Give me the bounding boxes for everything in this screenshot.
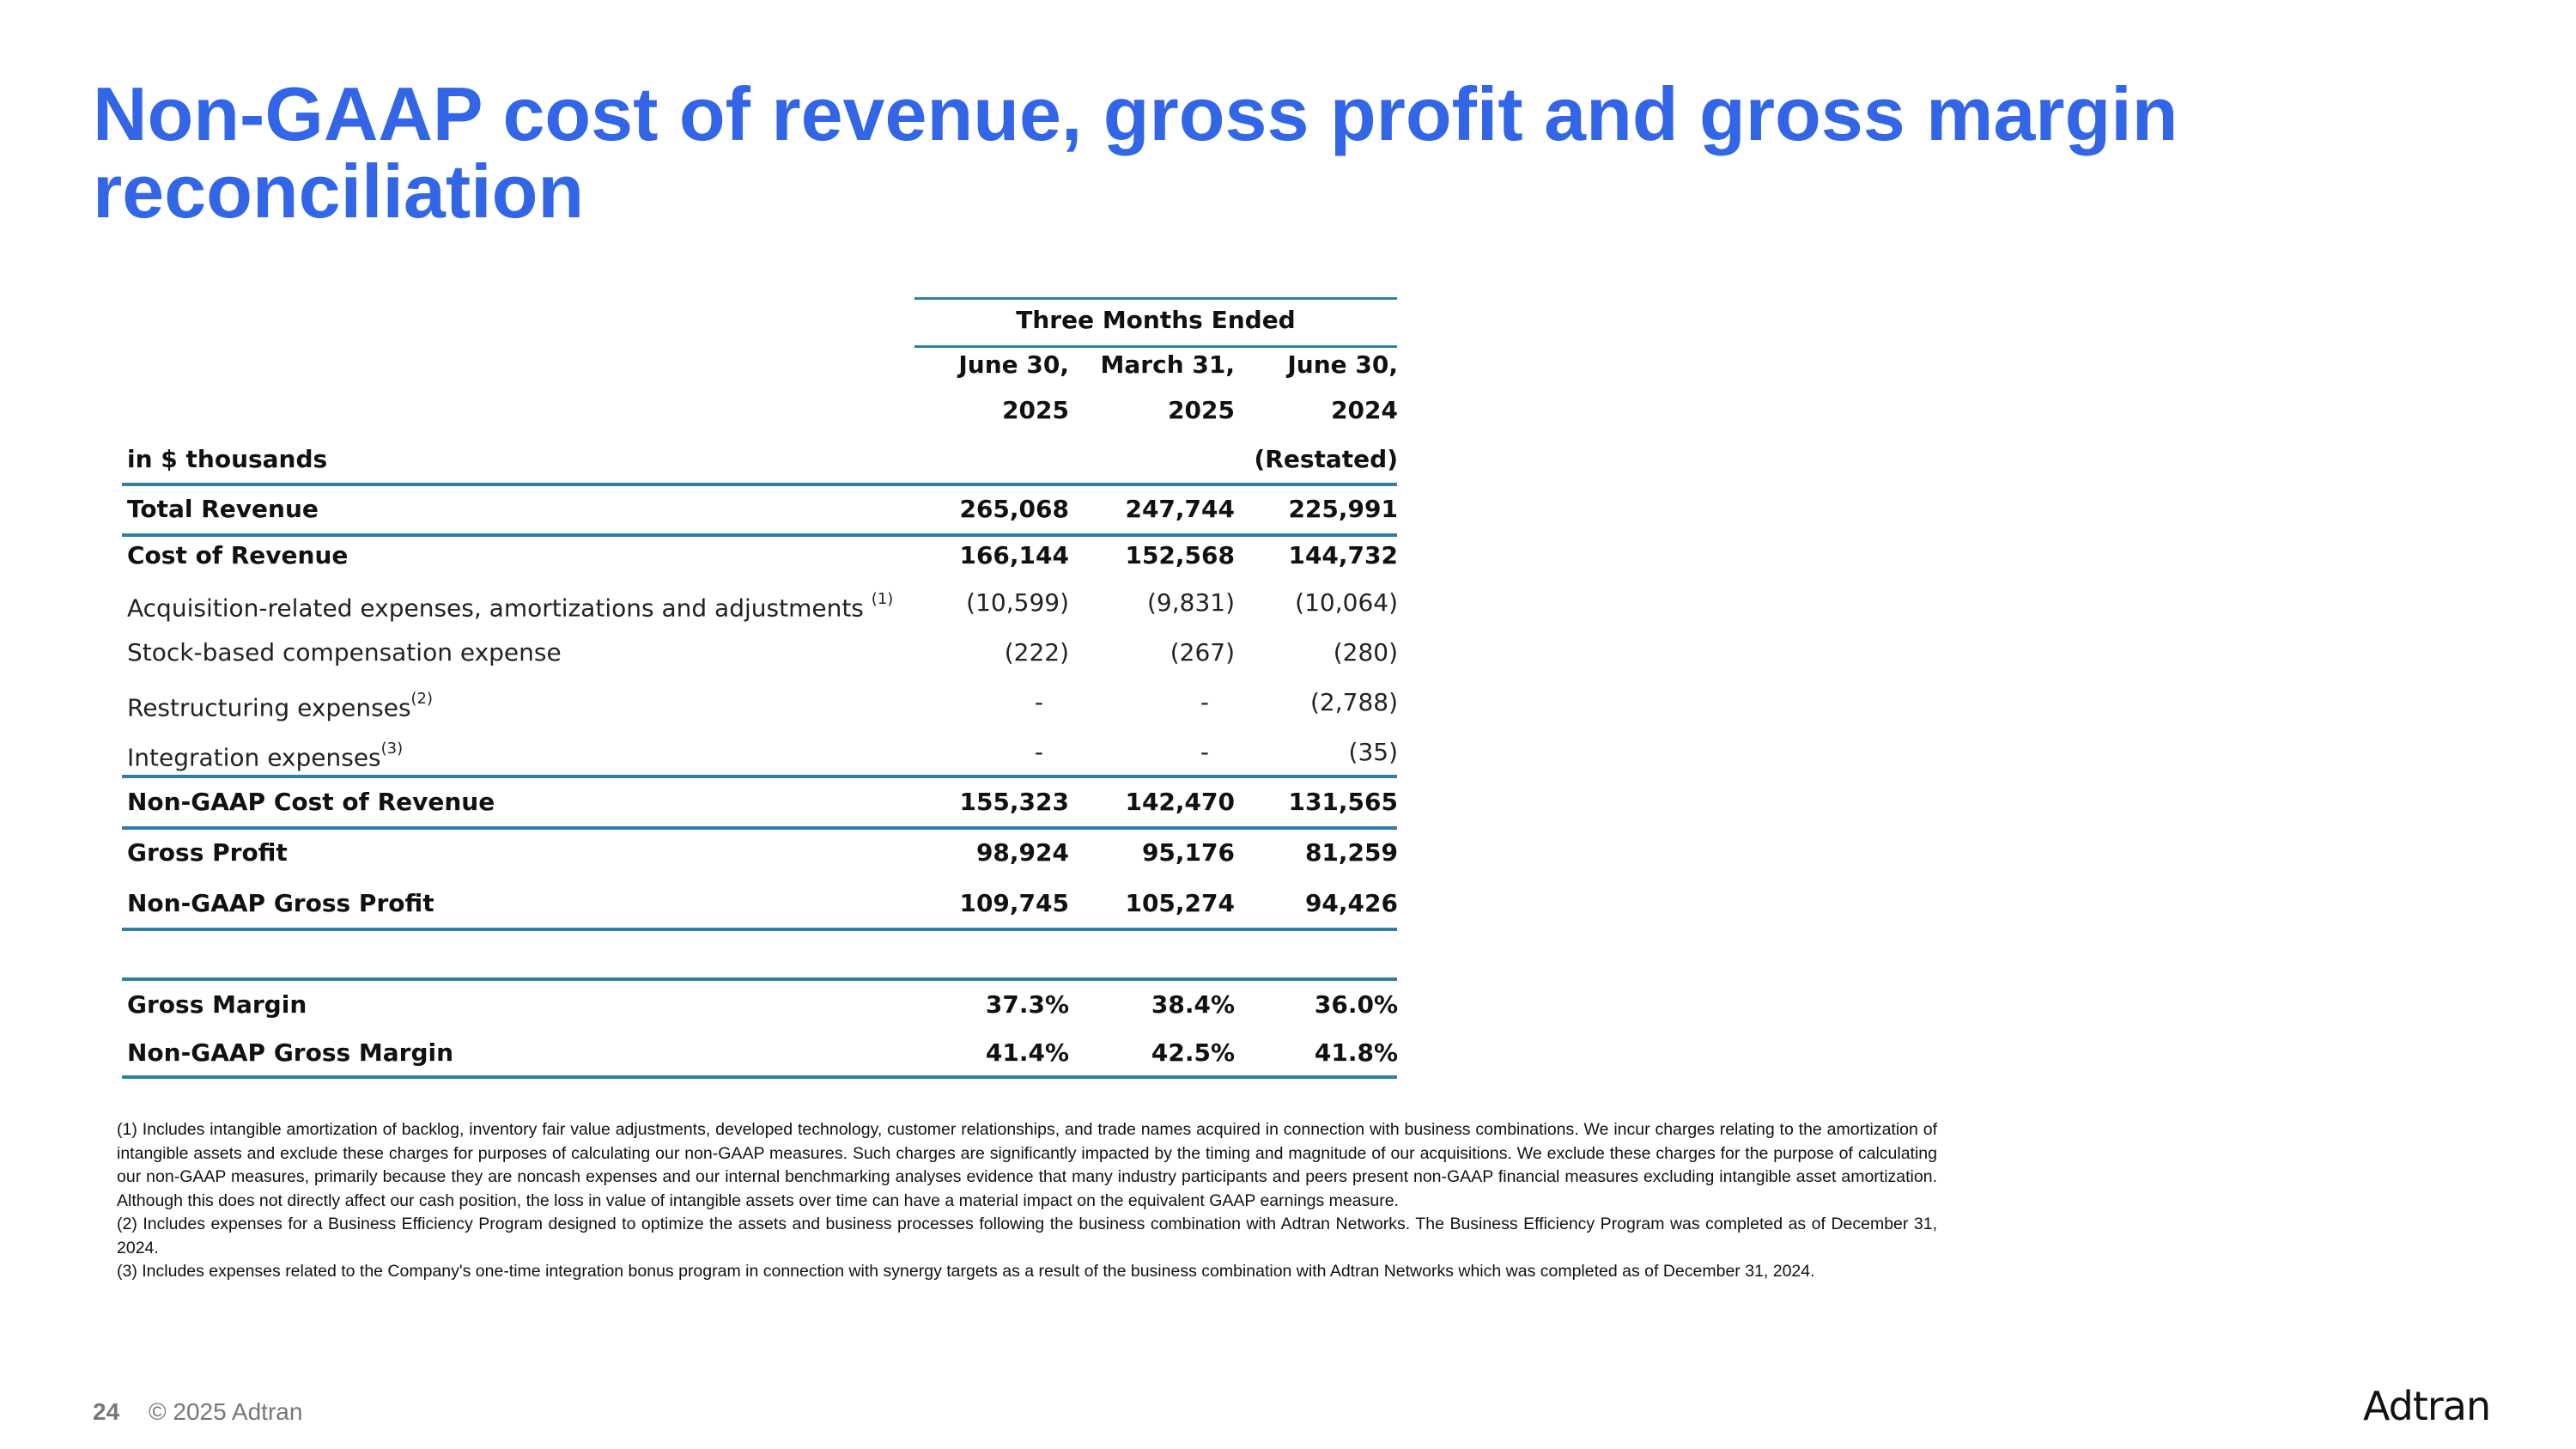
footnote-1: (1) Includes intangible amortization of backlog, inventory fair value adjustments, developed technology, customer relationships, and trade names acquired in connection with business combinations. We incur charges relating to the amortization of intangible assets and exclude these charges for purposes of calculating our non-GAAP measures. Such charges are significantly impacted by the timing and magnitude of our acquisitions. We exclude these charges for the purpose of calculating our non-GAAP measures, primarily because they are noncash expenses and our internal benchmarking analyses evidence that many industry participants and peers present non-GAAP financial measures excluding intangible asset amortization. Although this does not directly affect our cash position, the loss in value of intangible assets over time can have a material impact on the equivalent GAAP earnings measure.: [117, 1120, 1937, 1210]
footnotes: [117, 1118, 1937, 1284]
table-row: [122, 828, 1397, 878]
col1-header-line1: June 30,: [958, 350, 1069, 379]
cell: (9,831): [1146, 588, 1235, 617]
cell: 42.5%: [1151, 1038, 1235, 1067]
cell: (35): [1348, 738, 1398, 766]
footnote-3: (3) Includes expenses related to the Company's one-time integration bonus program in connection with synergy targets as a result of the business combination with Adtran Networks which was completed as of December 31, 2024.: [117, 1262, 1815, 1281]
row-label: Acquisition-related expenses, amortizations and adjustments $^{(1)}$: [127, 590, 894, 623]
period-header: Three Months Ended: [1016, 306, 1296, 334]
row-label: Cost of Revenue: [127, 541, 349, 569]
table-row: [122, 531, 1397, 581]
table-row: [122, 879, 1397, 928]
table-row: [122, 777, 1397, 827]
unit-label: in $ thousands: [127, 445, 328, 473]
table-row: [122, 578, 1397, 628]
row-label: Total Revenue: [127, 495, 319, 523]
cell: -: [1200, 688, 1209, 716]
cell: 41.8%: [1314, 1038, 1398, 1067]
cell: (10,599): [966, 588, 1069, 617]
page-title: [93, 71, 2454, 234]
adtran-logo: Adtran: [2363, 1383, 2491, 1429]
table-row: [122, 678, 1397, 728]
row-label: Restructuring expenses$^{(2)}$: [127, 690, 434, 722]
col3-header-line1: June 30,: [1287, 350, 1398, 379]
cell: -: [1200, 738, 1209, 766]
header-top-rule: [914, 297, 1397, 300]
period-header-rule: [914, 345, 1397, 348]
row-label: Non-GAAP Gross Margin: [127, 1038, 454, 1067]
cell: 105,274: [1125, 889, 1235, 917]
row-label: Gross Profit: [127, 838, 288, 867]
table-row: [122, 628, 1397, 678]
row-label: Stock-based compensation expense: [127, 638, 562, 667]
title-line-1: Non-GAAP cost of revenue, gross profit and gross margin: [93, 71, 2178, 156]
copyright: © 2025 Adtran: [149, 1398, 303, 1425]
cell: -: [1034, 738, 1043, 766]
cell: 131,565: [1288, 788, 1398, 816]
cell: 225,991: [1288, 495, 1398, 523]
col1-header-line2: 2025: [1002, 396, 1069, 424]
cell: (280): [1333, 638, 1398, 667]
cell: 94,426: [1304, 889, 1398, 917]
col2-header-line1: March 31,: [1100, 350, 1235, 379]
cell: 36.0%: [1314, 990, 1398, 1019]
cell: (10,064): [1295, 588, 1398, 617]
table-row: [122, 728, 1397, 777]
cell: 41.4%: [985, 1038, 1069, 1067]
cell: 81,259: [1304, 838, 1398, 867]
cell: (267): [1170, 638, 1235, 667]
table-row: [122, 1028, 1397, 1078]
cell: 247,744: [1125, 495, 1235, 523]
table-row: [122, 484, 1397, 534]
cell: 38.4%: [1151, 990, 1235, 1019]
footnote-2: (2) Includes expenses for a Business Efficiency Program designed to optimize the assets and business processes following the business combination with Adtran Networks. The Business Efficiency Program was completed as of December 31, 2024.: [117, 1215, 1937, 1257]
rule: [122, 1075, 1397, 1079]
cell: -: [1034, 688, 1043, 716]
col3-header-line2: 2024: [1331, 396, 1398, 424]
cell: 155,323: [959, 788, 1069, 816]
row-label: Integration expenses$^{(3)}$: [127, 740, 404, 772]
cell: 265,068: [959, 495, 1069, 523]
cell: 37.3%: [985, 990, 1069, 1019]
page-number: 24: [93, 1398, 120, 1425]
cell: 166,144: [959, 541, 1069, 569]
rule: [122, 928, 1397, 931]
col3-header-restated: (Restated): [1254, 445, 1398, 473]
cell: (2,788): [1309, 688, 1398, 716]
cell: 109,745: [959, 889, 1069, 917]
cell: (222): [1004, 638, 1069, 667]
cell: 142,470: [1125, 788, 1235, 816]
row-label: Gross Margin: [127, 990, 307, 1019]
col2-header-line2: 2025: [1168, 396, 1235, 424]
table-row: [122, 980, 1397, 1030]
cell: 144,732: [1288, 541, 1398, 569]
cell: 95,176: [1141, 838, 1235, 867]
title-line-2: reconciliation: [93, 149, 585, 234]
row-label: Non-GAAP Cost of Revenue: [127, 788, 495, 816]
row-label: Non-GAAP Gross Profit: [127, 889, 434, 917]
cell: 152,568: [1125, 541, 1235, 569]
cell: 98,924: [975, 838, 1069, 867]
